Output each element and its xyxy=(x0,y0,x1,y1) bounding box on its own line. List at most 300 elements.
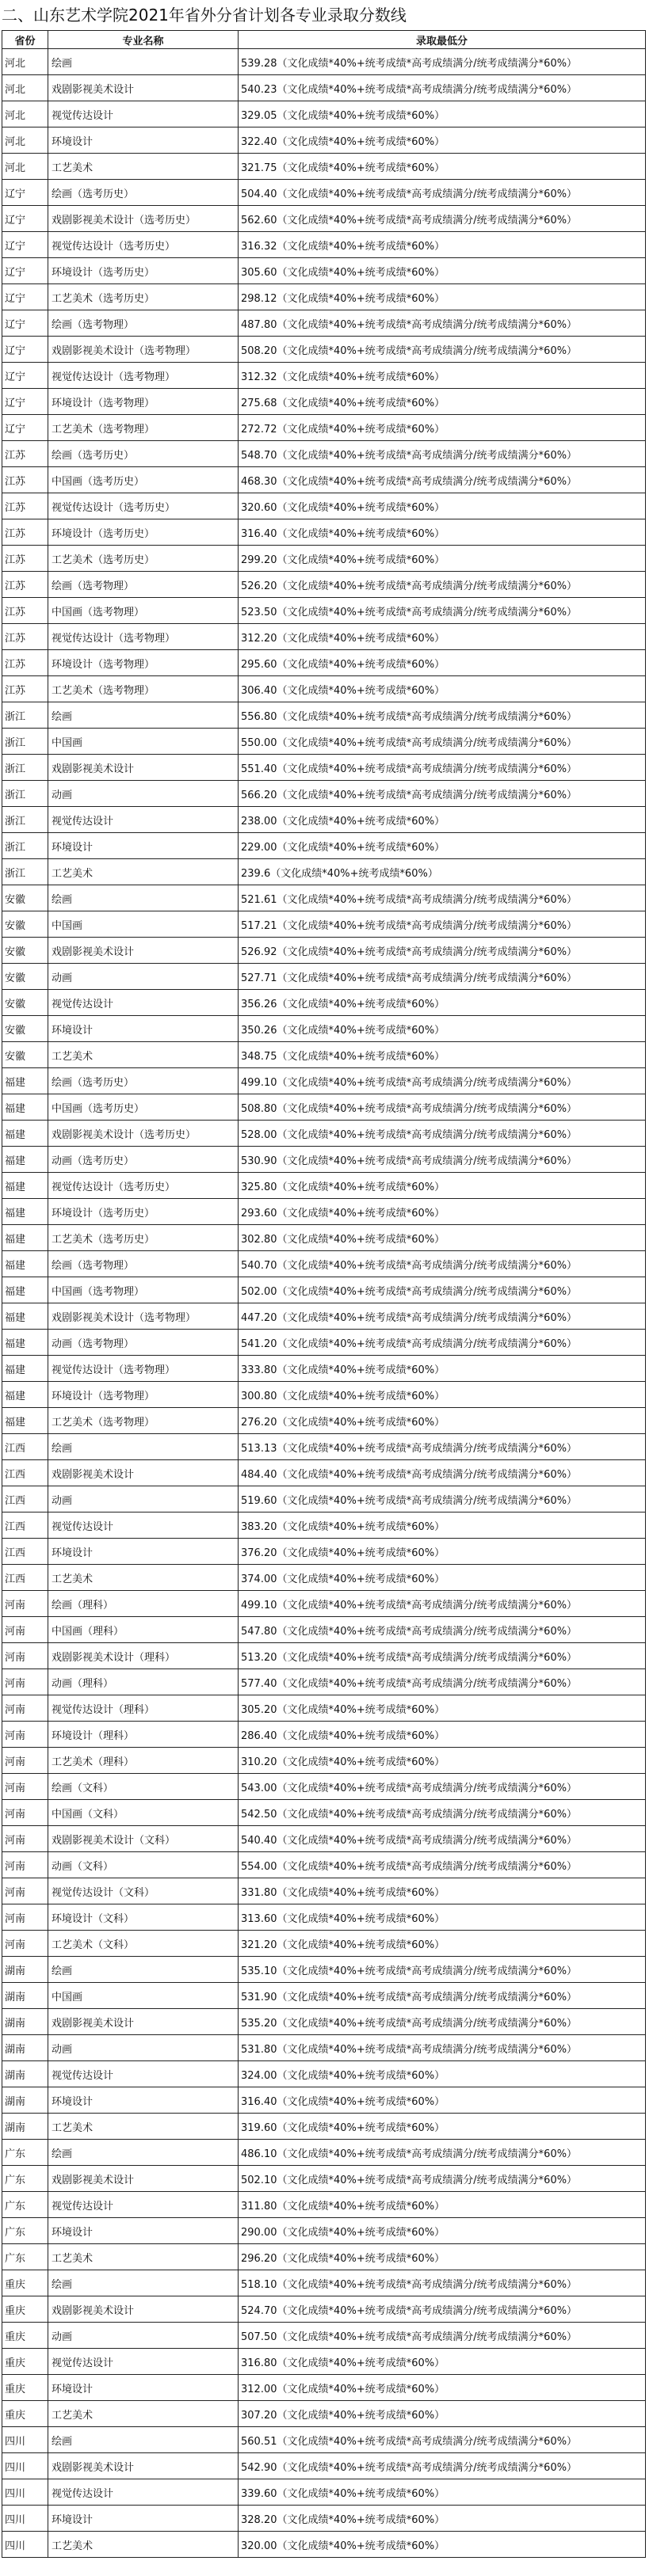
province-cell: 河南 xyxy=(2,1591,48,1617)
table-row xyxy=(2,1251,646,1277)
major-cell: 工艺美术（选考历史） xyxy=(48,1225,239,1251)
min-score-cell xyxy=(239,2061,646,2087)
score-formula: （文化成绩*40%+统考成绩*高考成绩满分/统考成绩满分*60%） xyxy=(277,318,578,331)
score-formula: （文化成绩*40%+统考成绩*60%） xyxy=(277,1181,445,1193)
score-value: 310.20 xyxy=(241,1756,277,1768)
score-formula: （文化成绩*40%+统考成绩*60%） xyxy=(277,135,445,148)
major-cell: 戏剧影视美术设计（理科） xyxy=(48,1643,239,1669)
province-cell: 河南 xyxy=(2,1748,48,1774)
table-row xyxy=(2,2375,646,2401)
major-cell: 工艺美术（文科） xyxy=(48,1931,239,1957)
score-value: 307.20 xyxy=(241,2409,277,2422)
min-score-cell xyxy=(239,1460,646,1486)
major-cell: 环境设计（选考物理） xyxy=(48,389,239,415)
province-cell: 湖南 xyxy=(2,1957,48,1983)
province-cell: 重庆 xyxy=(2,2375,48,2401)
score-value: 548.70 xyxy=(241,449,277,462)
min-score-cell xyxy=(239,729,646,755)
min-score-cell xyxy=(239,1617,646,1643)
score-value: 504.40 xyxy=(241,188,277,200)
min-score-cell xyxy=(239,2244,646,2270)
province-cell: 河北 xyxy=(2,127,48,154)
score-value: 316.32 xyxy=(241,240,277,253)
major-cell: 工艺美术（选考历史） xyxy=(48,546,239,572)
province-cell: 福建 xyxy=(2,1068,48,1094)
score-formula: （文化成绩*40%+统考成绩*高考成绩满分/统考成绩满分*60%） xyxy=(277,1599,578,1611)
table-row xyxy=(2,833,646,859)
min-score-cell xyxy=(239,676,646,702)
score-value: 447.20 xyxy=(241,1311,277,1324)
province-cell: 辽宁 xyxy=(2,232,48,258)
min-score-cell xyxy=(239,154,646,180)
score-formula: （文化成绩*40%+统考成绩*60%） xyxy=(277,2121,445,2134)
province-cell: 辽宁 xyxy=(2,258,48,284)
score-formula: （文化成绩*40%+统考成绩*60%） xyxy=(277,2513,445,2526)
score-value: 468.30 xyxy=(241,475,277,488)
major-cell: 动画（选考历史） xyxy=(48,1147,239,1173)
score-value: 293.60 xyxy=(241,1207,277,1220)
table-row xyxy=(2,598,646,624)
score-formula: （文化成绩*40%+统考成绩*60%） xyxy=(277,658,445,671)
table-row xyxy=(2,2192,646,2218)
score-formula: （文化成绩*40%+统考成绩*高考成绩满分/统考成绩满分*60%） xyxy=(277,1651,578,1664)
major-cell: 视觉传达设计（理科） xyxy=(48,1695,239,1722)
major-cell: 工艺美术 xyxy=(48,1042,239,1068)
score-formula: （文化成绩*40%+统考成绩*60%） xyxy=(277,2487,445,2500)
score-value: 376.20 xyxy=(241,1547,277,1559)
province-cell: 福建 xyxy=(2,1330,48,1356)
min-score-cell xyxy=(239,572,646,598)
score-value: 238.00 xyxy=(241,815,277,828)
province-cell: 安徽 xyxy=(2,885,48,911)
min-score-cell xyxy=(239,1173,646,1199)
major-cell: 环境设计 xyxy=(48,2375,239,2401)
major-cell: 工艺美术 xyxy=(48,2401,239,2427)
score-formula: （文化成绩*40%+统考成绩*高考成绩满分/统考成绩满分*60%） xyxy=(277,1991,578,2003)
table-row xyxy=(2,1199,646,1225)
min-score-cell xyxy=(239,964,646,990)
major-cell: 视觉传达设计（选考历史） xyxy=(48,232,239,258)
score-formula: （文化成绩*40%+统考成绩*60%） xyxy=(277,2200,445,2213)
table-row xyxy=(2,1173,646,1199)
table-row xyxy=(2,572,646,598)
province-cell: 河南 xyxy=(2,1643,48,1669)
min-score-cell xyxy=(239,2532,646,2558)
province-cell: 江苏 xyxy=(2,441,48,467)
table-row xyxy=(2,1695,646,1722)
table-row xyxy=(2,2296,646,2323)
table-row xyxy=(2,1408,646,1434)
major-cell: 视觉传达设计（选考物理） xyxy=(48,363,239,389)
min-score-cell xyxy=(239,598,646,624)
province-cell: 江西 xyxy=(2,1460,48,1486)
table-row xyxy=(2,519,646,546)
score-formula: （文化成绩*40%+统考成绩*60%） xyxy=(277,1939,445,1951)
score-formula: （文化成绩*40%+统考成绩*60%） xyxy=(277,2252,445,2265)
score-formula: （文化成绩*40%+统考成绩*高考成绩满分/统考成绩满分*60%） xyxy=(277,919,578,932)
table-row xyxy=(2,1748,646,1774)
score-formula: （文化成绩*40%+统考成绩*高考成绩满分/统考成绩满分*60%） xyxy=(277,1494,578,1507)
score-value: 560.51 xyxy=(241,2435,277,2448)
major-cell: 戏剧影视美术设计（选考历史） xyxy=(48,1121,239,1147)
score-formula: （文化成绩*40%+统考成绩*60%） xyxy=(277,240,445,253)
table-row xyxy=(2,206,646,232)
score-value: 535.10 xyxy=(241,1965,277,1977)
province-cell: 福建 xyxy=(2,1408,48,1434)
major-cell: 戏剧影视美术设计（选考历史） xyxy=(48,206,239,232)
score-formula: （文化成绩*40%+统考成绩*60%） xyxy=(277,1573,445,1585)
min-score-cell xyxy=(239,807,646,833)
score-value: 543.00 xyxy=(241,1782,277,1794)
score-formula: （文化成绩*40%+统考成绩*高考成绩满分/统考成绩满分*60%） xyxy=(277,1337,578,1350)
province-cell: 湖南 xyxy=(2,2087,48,2114)
province-cell: 浙江 xyxy=(2,833,48,859)
score-value: 319.60 xyxy=(241,2121,277,2134)
min-score-cell xyxy=(239,1512,646,1539)
score-value: 484.40 xyxy=(241,1468,277,1481)
min-score-cell xyxy=(239,519,646,546)
province-cell: 重庆 xyxy=(2,2401,48,2427)
table-row xyxy=(2,1852,646,1878)
table-row xyxy=(2,232,646,258)
score-value: 290.00 xyxy=(241,2226,277,2239)
score-value: 311.80 xyxy=(241,2200,277,2213)
score-value: 556.80 xyxy=(241,710,277,723)
score-formula: （文化成绩*40%+统考成绩*60%） xyxy=(277,1024,445,1037)
score-formula: （文化成绩*40%+统考成绩*高考成绩满分/统考成绩满分*60%） xyxy=(277,606,578,618)
table-row xyxy=(2,885,646,911)
major-cell: 视觉传达设计 xyxy=(48,2192,239,2218)
score-formula: （文化成绩*40%+统考成绩*60%） xyxy=(277,1886,445,1899)
min-score-cell xyxy=(239,1800,646,1826)
province-cell: 安徽 xyxy=(2,911,48,938)
major-cell: 环境设计（文科） xyxy=(48,1904,239,1931)
score-value: 540.70 xyxy=(241,1259,277,1272)
table-row xyxy=(2,467,646,493)
score-formula: （文化成绩*40%+统考成绩*高考成绩满分/统考成绩满分*60%） xyxy=(277,2017,578,2030)
table-row xyxy=(2,1434,646,1460)
province-cell: 湖南 xyxy=(2,2035,48,2061)
min-score-cell xyxy=(239,546,646,572)
table-row xyxy=(2,75,646,101)
min-score-cell xyxy=(239,2192,646,2218)
min-score-cell xyxy=(239,310,646,337)
province-cell: 福建 xyxy=(2,1303,48,1330)
score-value: 541.20 xyxy=(241,1337,277,1350)
score-value: 542.90 xyxy=(241,2461,277,2474)
major-cell: 环境设计 xyxy=(48,2087,239,2114)
table-row xyxy=(2,1800,646,1826)
table-row xyxy=(2,284,646,310)
province-cell: 河南 xyxy=(2,1774,48,1800)
table-row xyxy=(2,2061,646,2087)
score-formula: （文化成绩*40%+统考成绩*高考成绩满分/统考成绩满分*60%） xyxy=(277,710,578,723)
score-formula: （文化成绩*40%+统考成绩*60%） xyxy=(277,423,445,436)
major-cell: 工艺美术 xyxy=(48,2532,239,2558)
province-cell: 江西 xyxy=(2,1565,48,1591)
score-formula: （文化成绩*40%+统考成绩*高考成绩满分/统考成绩满分*60%） xyxy=(277,1311,578,1324)
score-formula: （文化成绩*40%+统考成绩*高考成绩满分/统考成绩满分*60%） xyxy=(277,580,578,592)
province-cell: 湖南 xyxy=(2,2009,48,2035)
major-cell: 视觉传达设计（文科） xyxy=(48,1878,239,1904)
major-cell: 中国画（选考历史） xyxy=(48,467,239,493)
table-row xyxy=(2,1904,646,1931)
score-value: 276.20 xyxy=(241,1416,277,1429)
province-cell: 江苏 xyxy=(2,598,48,624)
table-row xyxy=(2,1826,646,1852)
score-value: 502.00 xyxy=(241,1285,277,1298)
score-value: 577.40 xyxy=(241,1677,277,1690)
province-cell: 四川 xyxy=(2,2479,48,2506)
major-cell: 工艺美术（选考物理） xyxy=(48,1408,239,1434)
score-formula: （文化成绩*40%+统考成绩*60%） xyxy=(277,815,445,828)
score-value: 272.72 xyxy=(241,423,277,436)
province-cell: 江苏 xyxy=(2,624,48,650)
major-cell: 绘画（选考历史） xyxy=(48,1068,239,1094)
score-value: 321.20 xyxy=(241,1939,277,1951)
score-formula: （文化成绩*40%+统考成绩*60%） xyxy=(277,397,445,409)
score-formula: （文化成绩*40%+统考成绩*60%） xyxy=(277,1912,445,1925)
major-cell: 环境设计 xyxy=(48,2218,239,2244)
major-cell: 动画（文科） xyxy=(48,1852,239,1878)
province-cell: 四川 xyxy=(2,2532,48,2558)
table-row xyxy=(2,2323,646,2349)
score-value: 528.00 xyxy=(241,1128,277,1141)
score-formula: （文化成绩*40%+统考成绩*高考成绩满分/统考成绩满分*60%） xyxy=(277,1860,578,1873)
province-cell: 江苏 xyxy=(2,519,48,546)
score-value: 312.32 xyxy=(241,371,277,383)
major-cell: 视觉传达设计（选考历史） xyxy=(48,493,239,519)
score-formula: （文化成绩*40%+统考成绩*60%） xyxy=(277,501,445,514)
score-value: 296.20 xyxy=(241,2252,277,2265)
province-cell: 湖南 xyxy=(2,2061,48,2087)
score-formula: （文化成绩*40%+统考成绩*60%） xyxy=(277,527,445,540)
min-score-cell xyxy=(239,2375,646,2401)
score-formula: （文化成绩*40%+统考成绩*高考成绩满分/统考成绩满分*60%） xyxy=(277,1076,578,1089)
min-score-cell xyxy=(239,755,646,781)
score-value: 312.00 xyxy=(241,2383,277,2395)
score-formula: （文化成绩*40%+统考成绩*60%） xyxy=(277,1520,445,1533)
score-value: 350.26 xyxy=(241,1024,277,1037)
min-score-cell xyxy=(239,2296,646,2323)
province-cell: 浙江 xyxy=(2,807,48,833)
province-cell: 辽宁 xyxy=(2,337,48,363)
major-cell: 绘画（选考历史） xyxy=(48,180,239,206)
min-score-cell xyxy=(239,1016,646,1042)
score-formula: （文化成绩*40%+统考成绩*高考成绩满分/统考成绩满分*60%） xyxy=(277,1102,578,1115)
score-formula: （文化成绩*40%+统考成绩*60%） xyxy=(277,632,445,645)
header-min-score: 录取最低分 xyxy=(239,31,646,49)
province-cell: 河北 xyxy=(2,75,48,101)
score-value: 356.26 xyxy=(241,998,277,1010)
province-cell: 福建 xyxy=(2,1147,48,1173)
table-row xyxy=(2,676,646,702)
province-cell: 福建 xyxy=(2,1121,48,1147)
major-cell: 戏剧影视美术设计（文科） xyxy=(48,1826,239,1852)
province-cell: 安徽 xyxy=(2,938,48,964)
table-row xyxy=(2,859,646,885)
major-cell: 环境设计 xyxy=(48,1539,239,1565)
min-score-cell xyxy=(239,389,646,415)
min-score-cell xyxy=(239,2114,646,2140)
major-cell: 绘画 xyxy=(48,702,239,729)
min-score-cell xyxy=(239,1539,646,1565)
score-value: 547.80 xyxy=(241,1625,277,1638)
table-row xyxy=(2,1512,646,1539)
province-cell: 辽宁 xyxy=(2,415,48,441)
table-row xyxy=(2,2532,646,2558)
min-score-cell xyxy=(239,127,646,154)
score-formula: （文化成绩*40%+统考成绩*高考成绩满分/统考成绩满分*60%） xyxy=(277,2278,578,2291)
score-formula: （文化成绩*40%+统考成绩*高考成绩满分/统考成绩满分*60%） xyxy=(277,893,578,906)
score-value: 539.28 xyxy=(241,57,277,70)
table-row xyxy=(2,1931,646,1957)
score-value: 486.10 xyxy=(241,2148,277,2160)
province-cell: 河南 xyxy=(2,1695,48,1722)
score-formula: （文化成绩*40%+统考成绩*高考成绩满分/统考成绩满分*60%） xyxy=(277,1965,578,1977)
score-value: 229.00 xyxy=(241,841,277,854)
score-formula: （文化成绩*40%+统考成绩*60%） xyxy=(277,2069,445,2082)
table-row xyxy=(2,1486,646,1512)
table-row xyxy=(2,2244,646,2270)
min-score-cell xyxy=(239,2218,646,2244)
province-cell: 重庆 xyxy=(2,2349,48,2375)
province-cell: 浙江 xyxy=(2,729,48,755)
table-row xyxy=(2,1591,646,1617)
score-formula: （文化成绩*40%+统考成绩*60%） xyxy=(277,109,445,122)
min-score-cell xyxy=(239,833,646,859)
min-score-cell xyxy=(239,1068,646,1094)
score-value: 508.20 xyxy=(241,344,277,357)
min-score-cell xyxy=(239,2349,646,2375)
score-formula: （文化成绩*40%+统考成绩*60%） xyxy=(277,2540,445,2552)
score-formula: （文化成绩*40%+统考成绩*60%） xyxy=(277,1364,445,1376)
score-value: 566.20 xyxy=(241,789,277,801)
province-cell: 安徽 xyxy=(2,1042,48,1068)
province-cell: 江西 xyxy=(2,1434,48,1460)
score-formula: （文化成绩*40%+统考成绩*60%） xyxy=(277,1729,445,1742)
min-score-cell xyxy=(239,2506,646,2532)
major-cell: 环境设计（选考物理） xyxy=(48,650,239,676)
admission-score-table xyxy=(2,30,646,2558)
min-score-cell xyxy=(239,232,646,258)
table-row xyxy=(2,493,646,519)
table-row xyxy=(2,990,646,1016)
table-row xyxy=(2,2506,646,2532)
major-cell: 环境设计（理科） xyxy=(48,1722,239,1748)
province-cell: 广东 xyxy=(2,2192,48,2218)
min-score-cell xyxy=(239,101,646,127)
province-cell: 江苏 xyxy=(2,676,48,702)
score-value: 321.75 xyxy=(241,162,277,174)
major-cell: 动画 xyxy=(48,781,239,807)
major-cell: 绘画 xyxy=(48,885,239,911)
table-row xyxy=(2,2035,646,2061)
score-value: 513.13 xyxy=(241,1442,277,1455)
score-value: 517.21 xyxy=(241,919,277,932)
min-score-cell xyxy=(239,1199,646,1225)
score-formula: （文化成绩*40%+统考成绩*60%） xyxy=(277,684,445,697)
score-value: 542.50 xyxy=(241,1808,277,1821)
score-value: 313.60 xyxy=(241,1912,277,1925)
score-formula: （文化成绩*40%+统考成绩*60%） xyxy=(277,1050,445,1063)
score-value: 526.92 xyxy=(241,946,277,958)
score-value: 554.00 xyxy=(241,1860,277,1873)
score-value: 320.00 xyxy=(241,2540,277,2552)
major-cell: 视觉传达设计 xyxy=(48,807,239,833)
table-row xyxy=(2,1330,646,1356)
major-cell: 视觉传达设计 xyxy=(48,990,239,1016)
score-value: 374.00 xyxy=(241,1573,277,1585)
score-formula: （文化成绩*40%+统考成绩*60%） xyxy=(277,2226,445,2239)
province-cell: 河南 xyxy=(2,1904,48,1931)
min-score-cell xyxy=(239,2479,646,2506)
province-cell: 福建 xyxy=(2,1277,48,1303)
province-cell: 江苏 xyxy=(2,493,48,519)
score-value: 531.90 xyxy=(241,1991,277,2003)
min-score-cell xyxy=(239,284,646,310)
major-cell: 绘画（选考物理） xyxy=(48,572,239,598)
major-cell: 中国画（选考物理） xyxy=(48,598,239,624)
major-cell: 工艺美术（选考物理） xyxy=(48,415,239,441)
min-score-cell xyxy=(239,2453,646,2479)
major-cell: 工艺美术 xyxy=(48,1565,239,1591)
table-row xyxy=(2,1277,646,1303)
min-score-cell xyxy=(239,1225,646,1251)
province-cell: 江西 xyxy=(2,1486,48,1512)
table-row xyxy=(2,1722,646,1748)
score-formula: （文化成绩*40%+统考成绩*高考成绩满分/统考成绩满分*60%） xyxy=(277,2043,578,2056)
table-row xyxy=(2,1016,646,1042)
major-cell: 视觉传达设计 xyxy=(48,2479,239,2506)
score-value: 316.40 xyxy=(241,2095,277,2108)
major-cell: 戏剧影视美术设计 xyxy=(48,938,239,964)
province-cell: 辽宁 xyxy=(2,284,48,310)
min-score-cell xyxy=(239,1643,646,1669)
score-value: 322.40 xyxy=(241,135,277,148)
province-cell: 广东 xyxy=(2,2244,48,2270)
score-formula: （文化成绩*40%+统考成绩*60%） xyxy=(277,1416,445,1429)
table-row xyxy=(2,1356,646,1382)
score-formula: （文化成绩*40%+统考成绩*60%） xyxy=(277,371,445,383)
score-formula: （文化成绩*40%+统考成绩*高考成绩满分/统考成绩满分*60%） xyxy=(277,2461,578,2474)
min-score-cell xyxy=(239,2166,646,2192)
score-formula: （文化成绩*40%+统考成绩*高考成绩满分/统考成绩满分*60%） xyxy=(277,1259,578,1272)
min-score-cell xyxy=(239,1852,646,1878)
score-value: 299.20 xyxy=(241,554,277,566)
major-cell: 视觉传达设计 xyxy=(48,1512,239,1539)
score-formula: （文化成绩*40%+统考成绩*60%） xyxy=(277,2357,445,2369)
major-cell: 动画 xyxy=(48,964,239,990)
min-score-cell xyxy=(239,885,646,911)
score-formula: （文化成绩*40%+统考成绩*60%） xyxy=(277,162,445,174)
table-row xyxy=(2,2427,646,2453)
min-score-cell xyxy=(239,1147,646,1173)
table-row xyxy=(2,624,646,650)
score-value: 295.60 xyxy=(241,658,277,671)
min-score-cell xyxy=(239,1486,646,1512)
major-cell: 中国画（文科） xyxy=(48,1800,239,1826)
score-formula: （文化成绩*40%+统考成绩*高考成绩满分/统考成绩满分*60%） xyxy=(277,1285,578,1298)
province-cell: 湖南 xyxy=(2,1983,48,2009)
min-score-cell xyxy=(239,1094,646,1121)
min-score-cell xyxy=(239,2401,646,2427)
score-formula: （文化成绩*40%+统考成绩*60%） xyxy=(277,554,445,566)
major-cell: 动画 xyxy=(48,2035,239,2061)
province-cell: 福建 xyxy=(2,1382,48,1408)
score-value: 499.10 xyxy=(241,1076,277,1089)
min-score-cell xyxy=(239,415,646,441)
